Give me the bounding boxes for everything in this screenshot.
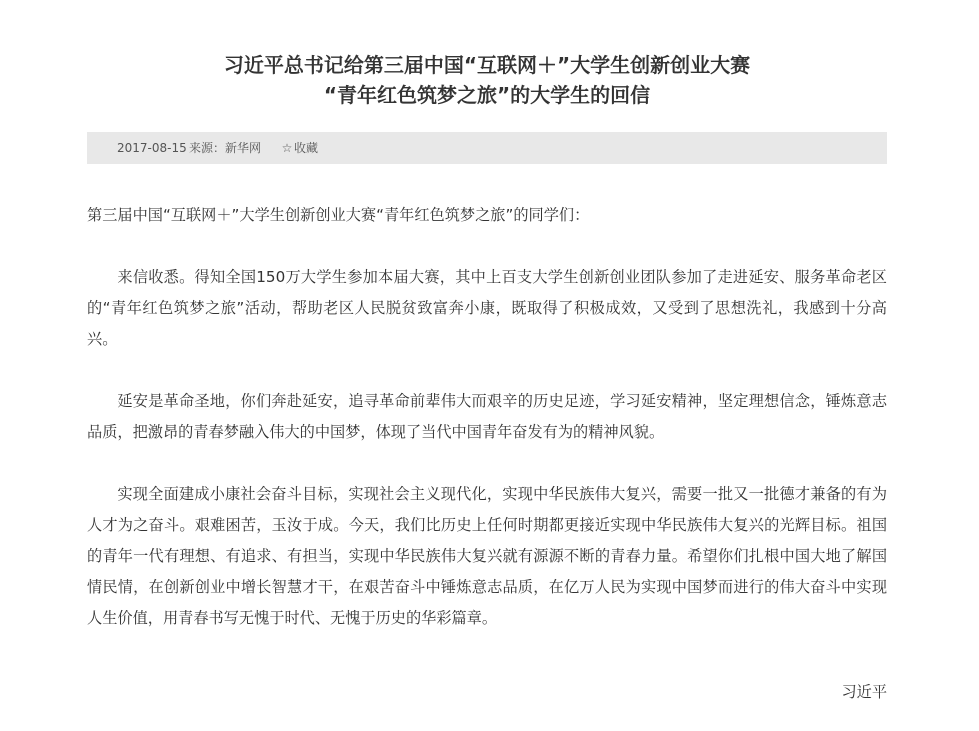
article-title-line-1: 习近平总书记给第三届中国“互联网＋”大学生创新创业大赛 [223,53,751,77]
article-title-line-2: “青年红色筑梦之旅”的大学生的回信 [323,83,651,107]
favorite-button[interactable] [280,132,318,164]
article-body [87,200,887,665]
signature: 习近平 [841,683,887,701]
article-title [87,0,887,110]
salutation: 第三届中国“互联网＋”大学生创新创业大赛“青年红色筑梦之旅”的同学们： [87,206,590,224]
publish-date: 2017-08-15 [117,141,187,155]
paragraph-1: 来信收悉。得知全国150万大学生参加本届大赛，其中上百支大学生创新创业团队参加了走进延安、服务革命老区的“青年红色筑梦之旅”活动，帮助老区人民脱贫致富奔小康，既取得了积极成效，又受到了思想洗礼，我感到十分高兴。 [87,268,887,348]
article [87,0,887,701]
paragraph-3: 实现全面建成小康社会奋斗目标，实现社会主义现代化，实现中华民族伟大复兴，需要一批又一批德才兼备的有为人才为之奋斗。艰难困苦，玉汝于成。今天，我们比历史上任何时期都更接近实现中华民族伟大复兴的光辉目标。祖国的青年一代有理想、有追求、有担当，实现中华民族伟大复兴就有源源不断的青春力量。希望你们扎根中国大地了解国情民情，在创新创业中增长智慧才干，在艰苦奋斗中锤炼意志品质，在亿万人民为实现中国梦而进行的伟大奋斗中实现人生价值，用青春书写无愧于时代、无愧于历史的华彩篇章。 [87,485,887,627]
star-icon: ☆ [281,141,293,155]
favorite-label: 收藏 [294,141,319,155]
paragraph-2: 延安是革命圣地，你们奔赴延安，追寻革命前辈伟大而艰辛的历史足迹，学习延安精神，坚定理想信念，锤炼意志品质，把激昂的青春梦融入伟大的中国梦，体现了当代中国青年奋发有为的精神风貌。 [87,392,887,441]
article-source: 来源：新华网 [189,141,262,155]
article-meta-bar [87,132,887,164]
